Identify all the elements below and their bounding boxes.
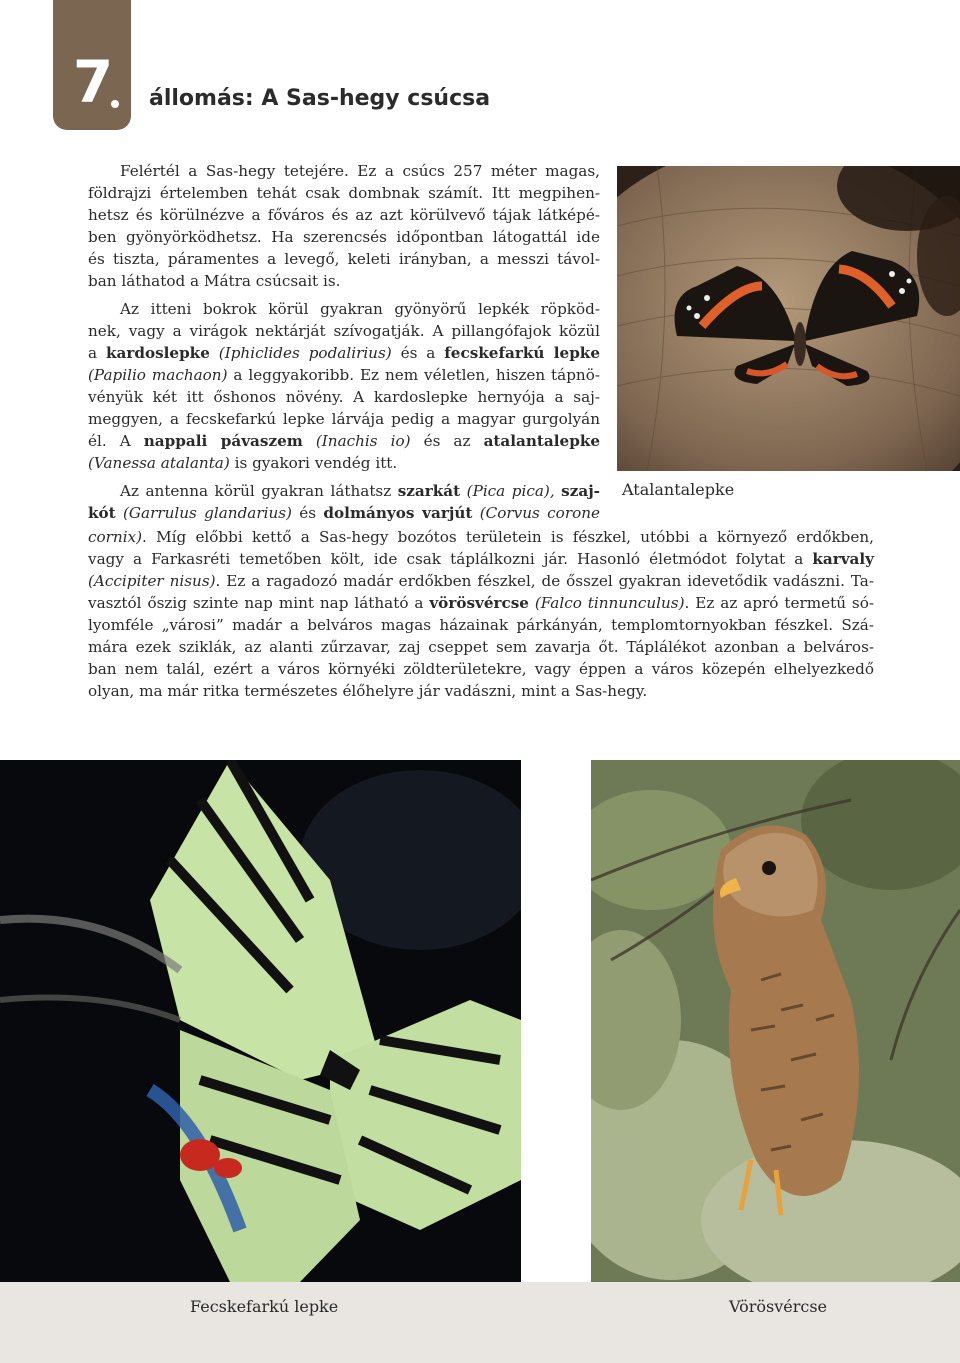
atalanta-caption: Atalantalepke [622,480,735,499]
text-line: kót (Garrulus glandarius) és dolmányos varjút (Corvus corone [88,504,600,522]
page-title: állomás: A Sas-hegy csúcsa [149,86,491,111]
text-line: Az itteni bokrok körül gyakran gyönyörű lepkék röpköd- [120,300,600,318]
kestrel-photo [591,760,960,1282]
text-line: (Vanessa atalanta) is gyakori vendég itt. [88,454,398,472]
text-line: meggyen, a fecskefarkú lepke lárvája pedig a magyar gurgolyán [88,410,600,428]
text-line: nek, vagy a virágok nektárját szívogatják. A pillangófajok közül [88,322,600,340]
text-line: és tiszta, páramentes a levegő, keleti irányban, a messzi távol- [88,250,600,268]
text-line: lyomféle „városi” madár a belváros magas házainak párkányán, templomtornyokban fészkel. Szá- [88,616,874,634]
caption-band [0,1282,960,1363]
kestrel-caption: Vörösvércse [729,1297,828,1316]
text-line: vényük két itt őshonos növény. A kardoslepke hernyója a saj- [88,388,600,406]
text-line: ban nem talál, ezért a város környéki zöldterületekre, vagy éppen a város közepén elhelyezkedő [88,660,874,678]
text-line: (Papilio machaon) a leggyakoribb. Ez nem véletlen, hiszen tápnö- [88,366,600,384]
chapter-number-dot [111,100,119,108]
chapter-number-badge [53,0,131,130]
swallowtail-photo [0,760,521,1282]
swallowtail-caption: Fecskefarkú lepke [190,1297,339,1316]
text-line: vagy a Farkasréti temetőben költ, ide csak táplálkozni jár. Hasonló életmódot folytat a karvaly [88,550,874,568]
text-line: hetsz és körülnézve a főváros és az azt körülvevő tájak látképé- [88,206,600,224]
chapter-number: 7 [72,48,112,116]
text-line: Az antenna körül gyakran láthatsz szarkát (Pica pica), szaj- [120,482,600,500]
text-line: él. A nappali pávaszem (Inachis io) és az atalantalepke [88,432,601,450]
text-line: ben gyönyörködhetsz. Ha szerencsés időpontban látogattál ide [88,228,600,246]
text-line: ban láthatod a Mátra csúcsait is. [88,272,341,290]
text-line: Felértél a Sas-hegy tetejére. Ez a csúcs 257 méter magas, [120,162,600,180]
text-line: cornix). Míg előbbi kettő a Sas-hegy bozótos területein is fészkel, utóbbi a környező erdőkben, [88,528,874,546]
text-line: mára ezek sziklák, az alanti zűrzavar, zaj cseppet sem zavarja őt. Táplálékot azonban a belváros- [88,638,874,656]
text-line: (Accipiter nisus). Ez a ragadozó madár erdőkben fészkel, de ősszel gyakran idevetődik vadászni. Ta- [88,572,874,590]
text-line: a kardoslepke (Iphiclides podalirius) és a fecskefarkú lepke [88,344,600,362]
text-line: vasztól őszig szinte nap mint nap látható a vörösvércse (Falco tinnunculus). Ez az apró termetű só- [88,594,874,612]
text-line: olyan, ma már ritka természetes élőhelyre jár vadászni, mint a Sas-hegy. [88,682,648,700]
text-line: földrajzi értelemben tehát csak dombnak számít. Itt megpihen- [88,184,600,202]
atalanta-photo [617,166,960,471]
